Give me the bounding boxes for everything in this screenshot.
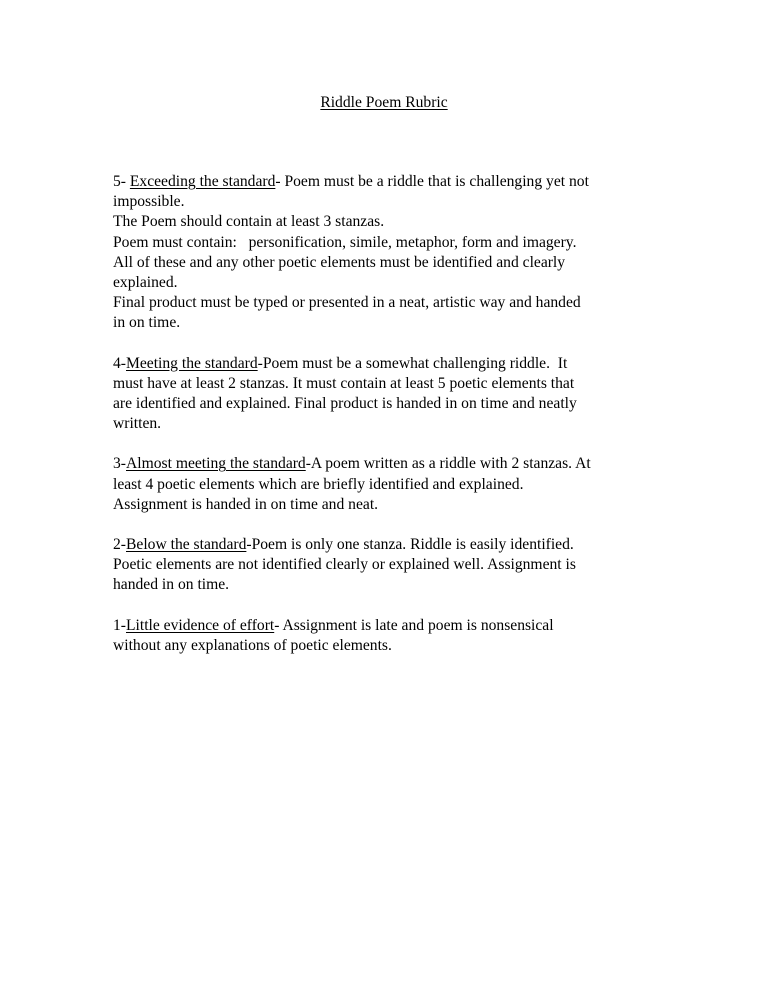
rubric-line: are identified and explained. Final product is handed in on time and neatly: [113, 395, 577, 413]
rubric-line: All of these and any other poetic elements must be identified and clearly: [113, 253, 566, 271]
rubric-text: -Poem must be a somewhat challenging riddle. It: [257, 354, 568, 372]
rubric-line: without any explanations of poetic elements.: [113, 636, 392, 654]
rubric-line: handed in on time.: [113, 576, 230, 594]
rubric-line: in on time.: [113, 314, 181, 332]
rubric-level-2: [113, 535, 673, 596]
score-label: 3-: [113, 455, 126, 473]
rubric-line: [113, 354, 673, 374]
rubric-line: Poetic elements are not identified clearly or explained well. Assignment is: [113, 556, 576, 574]
rubric-line: [113, 616, 673, 636]
level-heading: Below the standard: [126, 536, 247, 554]
rubric-line: impossible.: [113, 193, 185, 211]
rubric-line: Final product must be typed or presented in a neat, artistic way and handed: [113, 294, 581, 312]
score-label: 1-: [113, 616, 126, 634]
level-heading: Little evidence of effort: [126, 616, 275, 634]
rubric-line: Poem must contain: personification, simile, metaphor, form and imagery.: [113, 233, 577, 251]
level-heading: Exceeding the standard: [129, 173, 276, 190]
level-heading: Meeting the standard: [126, 354, 258, 372]
rubric-line: [113, 535, 673, 555]
rubric-level-4: [113, 354, 673, 435]
rubric-line: explained.: [113, 274, 178, 292]
score-label: 5-: [113, 173, 130, 190]
rubric-body: [113, 172, 673, 676]
rubric-text: -A poem written as a riddle with 2 stanzas. At: [305, 455, 591, 473]
rubric-line: [113, 172, 673, 192]
score-label: 2-: [113, 536, 126, 554]
rubric-text: - Poem must be a riddle that is challenging yet not: [275, 173, 589, 190]
rubric-line: least 4 poetic elements which are briefly identified and explained.: [113, 475, 524, 493]
score-label: 4-: [113, 354, 126, 372]
rubric-line: Assignment is handed in on time and neat.: [113, 495, 379, 513]
level-heading: Almost meeting the standard: [126, 455, 306, 473]
rubric-line: must have at least 2 stanzas. It must contain at least 5 poetic elements that: [113, 374, 575, 392]
rubric-level-1: [113, 616, 673, 656]
document-title: Riddle Poem Rubric: [320, 94, 448, 111]
rubric-text: - Assignment is late and poem is nonsensical: [274, 616, 554, 634]
rubric-level-5: [113, 172, 673, 334]
rubric-line: [113, 454, 673, 474]
rubric-line: written.: [113, 415, 162, 433]
rubric-line: The Poem should contain at least 3 stanzas.: [113, 213, 385, 231]
rubric-text: -Poem is only one stanza. Riddle is easily identified.: [246, 536, 574, 554]
rubric-level-3: [113, 454, 673, 515]
